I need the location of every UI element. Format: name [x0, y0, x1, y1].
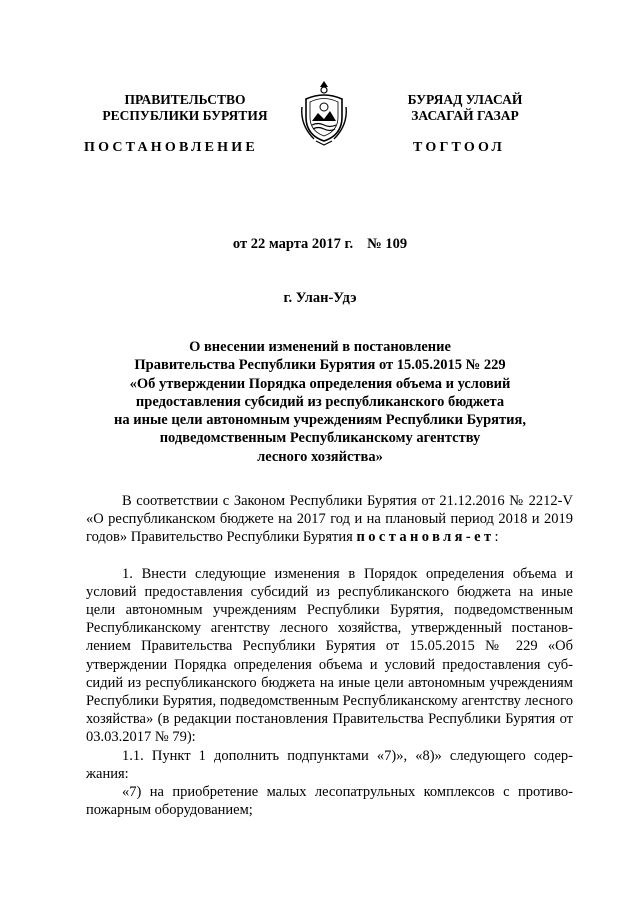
- preamble-text: В соответствии с Законом Республики Бурятия от 21.12.2016 № 2212-V «О республиканском бюджете на 2017 год и на плановый период 2018 и 2019 годов» Правительство Республики Бурятия: [86, 493, 573, 546]
- document-date-line: [0, 236, 640, 253]
- document-title: [60, 338, 580, 466]
- item-7-paragraph: «7) на приобретение малых лесопатрульных комплексов с противопожарным оборудованием;: [86, 784, 573, 819]
- issuer-left: [100, 92, 270, 124]
- document-date: от 22 марта 2017 г.: [232, 236, 354, 252]
- title-line: подведомственным Республиканскому агентству: [159, 430, 481, 447]
- paragraph-gap: [86, 547, 573, 565]
- preamble-paragraph: [86, 492, 573, 547]
- document-kind-left: ПОСТАНОВЛЕНИЕ: [84, 140, 258, 155]
- item-1-paragraph: 1. Внести следующие изменения в Порядок определения объема и условий предоставления субсидий из республиканского бюджета на иные цели автономным учреждениям Республики Бурятия, подведомственным Республиканскому агентству лесного хозяйства, утвержденный постановлением Правительства Республики Бурятия от 15.05.2015 № 229 «Об утверждении Порядка определения объема и условий предоставления субсидий из республиканского бюджета на иные цели автономным учреждениям Республики Бурятия, подведомственным Республиканскому агентству лесного хозяйства» (в редакции постановления Правительства Республики Бурятия от 03.03.2017 № 79):: [86, 565, 573, 746]
- coat-of-arms-icon: [298, 77, 350, 147]
- issuer-left-line2: РЕСПУБЛИКИ БУРЯТИЯ: [102, 108, 268, 123]
- document-city: г. Улан-Удэ: [283, 290, 357, 306]
- decree-word: постановля-ет: [356, 529, 495, 546]
- title-line: на иные цели автономным учреждениям Республики Бурятия,: [114, 412, 526, 429]
- issuer-left-line1: ПРАВИТЕЛЬСТВО: [124, 92, 246, 107]
- title-line: предоставления субсидий из республиканского бюджета: [135, 393, 505, 410]
- title-line: Правительства Республики Бурятия от 15.05.2015 № 229: [134, 357, 506, 374]
- document-body: [86, 492, 573, 819]
- item-1-1-paragraph: 1.1. Пункт 1 дополнить подпунктами «7)», «8)» следующего содержания:: [86, 747, 573, 782]
- title-line: «Об утверждении Порядка определения объема и условий: [129, 375, 511, 392]
- issuer-right-line2: ЗАСАГАЙ ГАЗАР: [411, 108, 519, 123]
- decree-colon: :: [494, 529, 499, 546]
- issuer-right: [380, 92, 550, 124]
- issuer-right-line1: БУРЯАД УЛАСАЙ: [407, 92, 523, 107]
- document-kind-right: ТОГТООЛ: [413, 140, 506, 155]
- title-line: лесного хозяйства»: [257, 448, 383, 465]
- document-number: № 109: [367, 236, 408, 252]
- title-line: О внесении изменений в постановление: [189, 339, 451, 355]
